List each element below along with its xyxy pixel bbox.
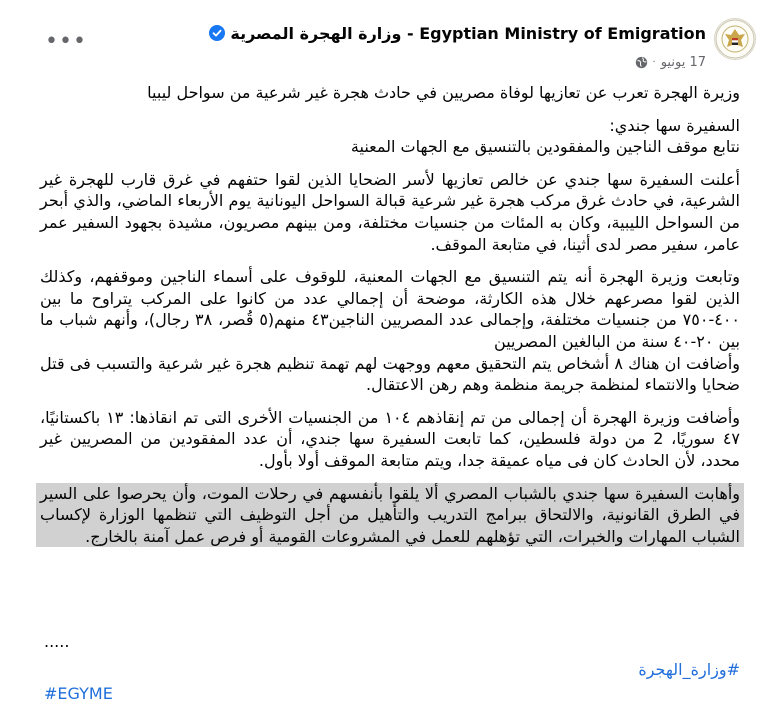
post-paragraph: وأضافت وزيرة الهجرة أن إجمالى من تم إنقاذهم ١٠٤ من الجنسيات الأخرى التى تم انقاذها: ١٣ باكستانيًا، ٤٧ سوريًا، 2 من دولة فلسطين، كما تابعت السفيرة سها جندي، أن عدد المفقودين من المصريين غير محدد، لأن الحادث كان فى مياه عميقة جدا، ويتم متابعة الموقف أولا بأول. [40,407,741,470]
post-paragraph: وأضافت ان هناك ٨ أشخاص يتم التحقيق معهم ووجهت لهم تهمة تنظيم هجرة غير شرعية والتسبب فى قتل ضحايا والانتماء لمنظمة جريمة منظمة وهم رهن الاعتقال. [40,353,740,395]
globe-icon[interactable] [635,56,648,69]
meta-separator: · [652,56,656,68]
more-options-icon[interactable]: ••• [45,29,87,54]
post-ellipsis: ..... [44,632,70,651]
post-subhead-detail: نتابع موقف الناجين والمفقودين بالتنسيق مع الجهات المعنية [350,137,740,157]
post-subhead: السفيرة سها جندي: [609,115,740,135]
hashtag-link[interactable]: #EGYME [44,684,113,703]
hashtag-link[interactable]: #وزارة_الهجرة [638,660,740,679]
page-name-row [209,22,706,44]
post-meta [635,52,706,72]
post-header [40,14,756,78]
verified-badge-icon [209,25,225,41]
post-paragraph: أعلنت السفيرة سها جندي عن خالص تعازيها لأسر الضحايا الذين لقوا حتفهم في غرق قارب للهجرة غير الشرعية، في حادث غرق مركب هجرة غير شرعية قبالة السواحل اليونانية يوم الأربعاء الماضي، والذي أبحر من السواحل الليبية، وكان به المئات من جنسيات مختلفة، ومن بينهم مصريون، مشيدة بجهود السفير عمر عامر، سفير مصر لدى أثينا، في متابعة الموقف. [40,169,740,254]
post-paragraph: وتابعت وزيرة الهجرة أنه يتم التنسيق مع الجهات المعنية، للوقوف على أسماء الناجين وموقفهم، وكذلك الذين لقوا مصرعهم خلال هذه الكارثة، موضحة أن إجمالي عدد من كانوا على المركب يتراوح ما بين ٤٠٠-٧٥٠ من جنسيات مختلفة، وإجمالى عدد المصريين الناجين٤٣ منهم(٥ قُصر، ٣٨ رجال)، وأنهم شباب ما بين ٢٠-٤٠ سنة من البالغين المصريين [40,267,741,351]
page-name[interactable]: Egyptian Ministry of Emigration - وزارة الهجرة المصرية [230,23,706,43]
post-body [40,82,740,558]
avatar[interactable] [714,18,756,60]
ministry-seal-icon [715,19,755,59]
highlighted-paragraph: وأهابت السفيرة سها جندي بالشباب المصري ألا يلقوا بأنفسهم في رحلات الموت، وأن يحرصوا على السير في الطرق القانونية، والالتحاق ببرامج التدريب والتأهيل من أجل التوظيف التي تنظمها الوزارة لإكساب الشباب المهارات والخبرات، التي تؤهلهم للعمل في المشروعات القومية أو فرص عمل آمنة بالخارج. [36,483,744,548]
post-headline: وزيرة الهجرة تعرب عن تعازيها لوفاة مصريين في حادث هجرة غير شرعية من سواحل ليبيا [147,83,740,102]
post-date[interactable]: 17 يونيو [660,54,706,70]
